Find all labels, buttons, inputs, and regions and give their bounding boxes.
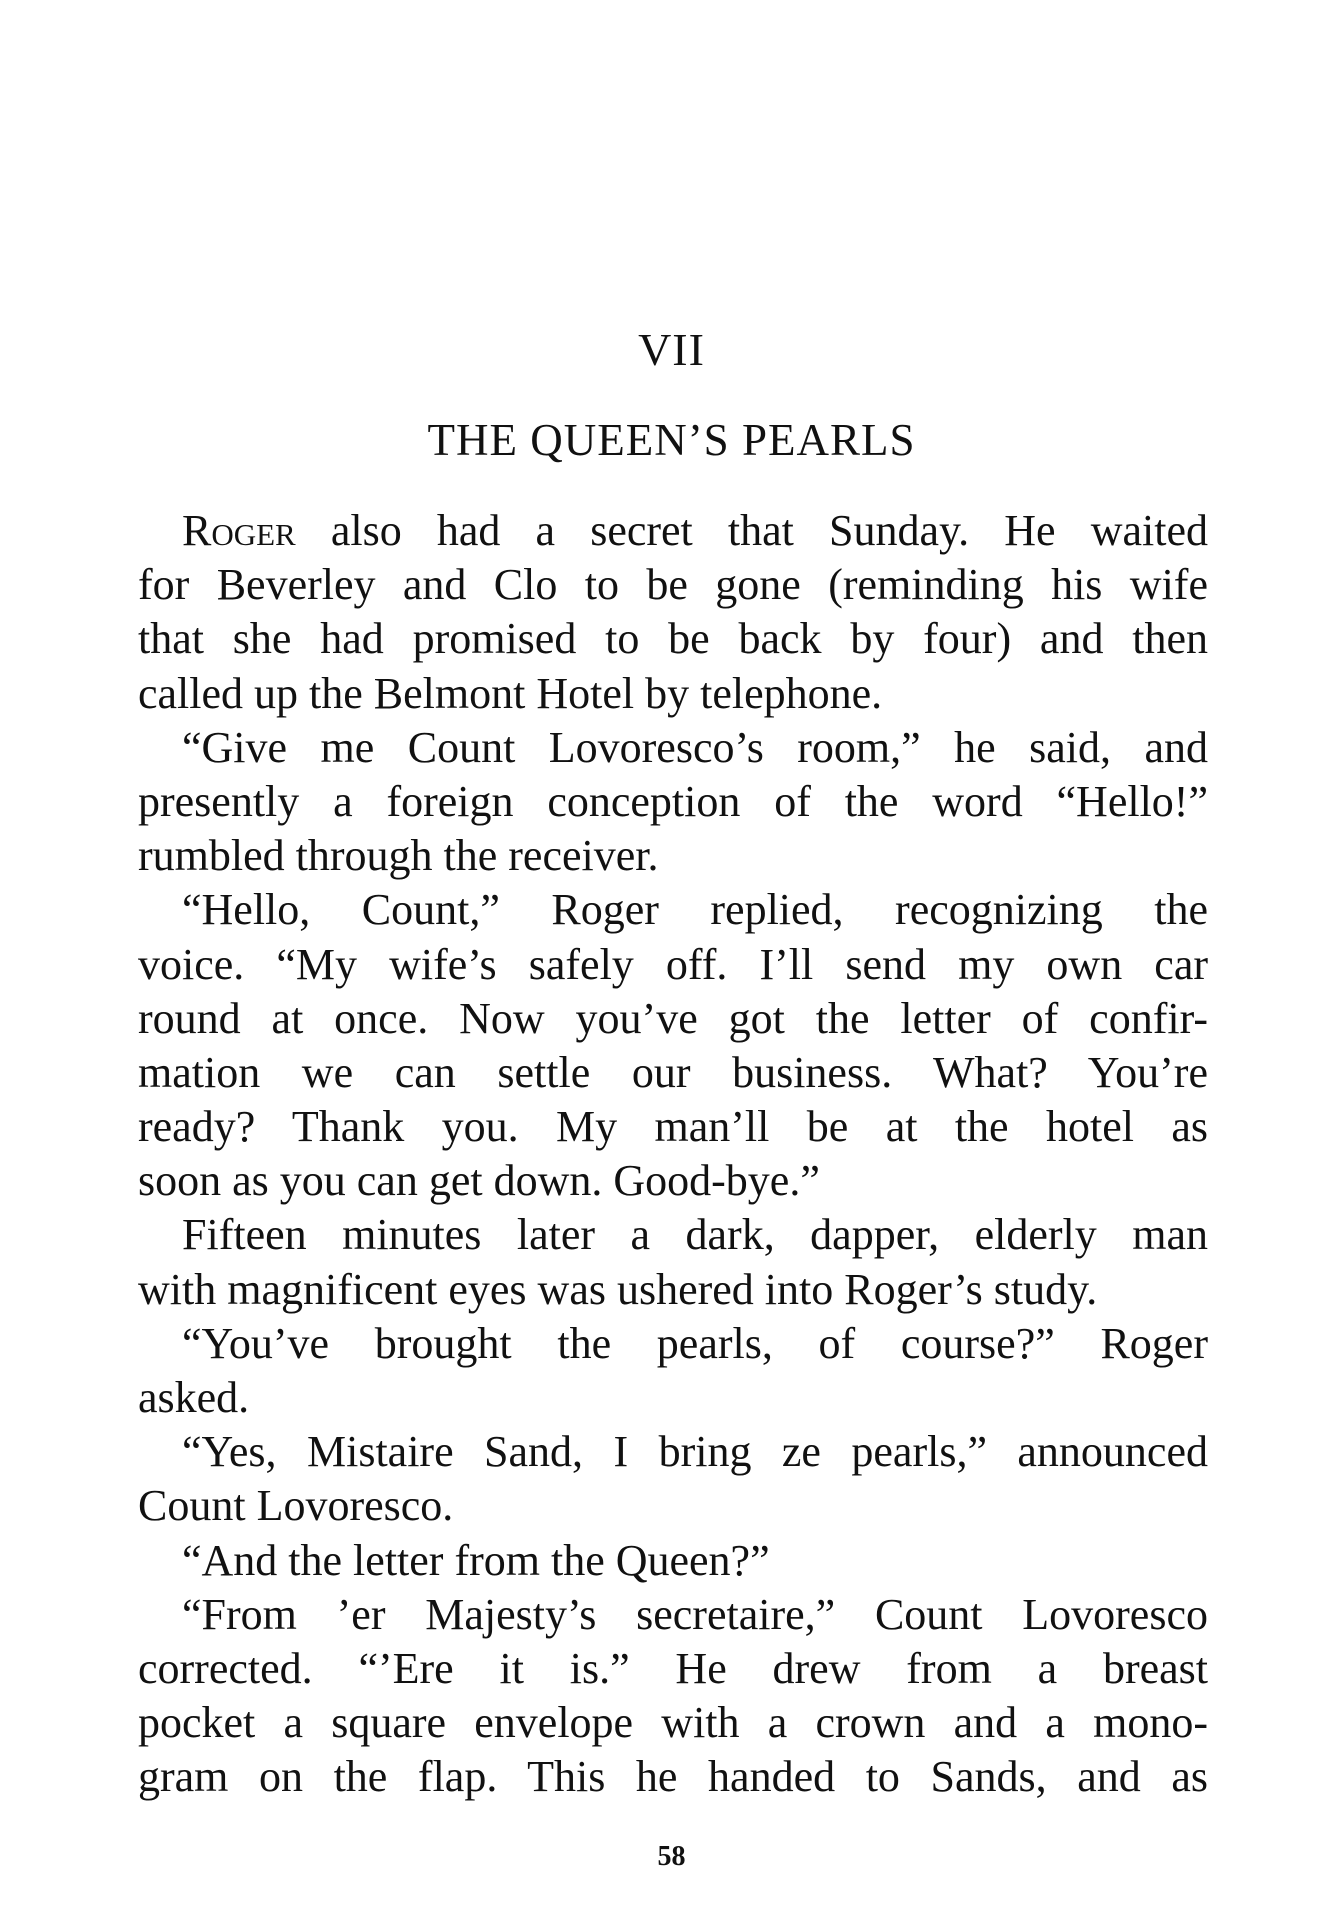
text-line: pocket a square envelope with a crown and a mono- bbox=[138, 1698, 1208, 1748]
text-line: “From ’er Majesty’s secretaire,” Count Lovoresco bbox=[182, 1589, 1208, 1639]
text-line: gram on the flap. This he handed to Sands, and as bbox=[138, 1752, 1208, 1802]
text-line bbox=[138, 504, 1208, 558]
text-line: voice. “My wife’s safely off. I’ll send my own car bbox=[138, 939, 1208, 989]
text-line: ready? Thank you. My man’ll be at the hotel as bbox=[138, 1102, 1208, 1152]
text-line: mation we can settle our business. What? You’re bbox=[138, 1047, 1208, 1097]
text-line: soon as you can get down. Good-bye.” bbox=[138, 1156, 820, 1206]
text-line: “You’ve brought the pearls, of course?” Roger bbox=[182, 1318, 1208, 1368]
page-number: 58 bbox=[657, 1841, 686, 1872]
small-caps-opening-word: Roger bbox=[182, 506, 296, 555]
text-line: called up the Belmont Hotel by telephone. bbox=[138, 668, 883, 718]
text-line: for Beverley and Clo to be gone (reminding his wife bbox=[138, 560, 1208, 610]
opening-line-rest: also had a secret that Sunday. He waited bbox=[295, 506, 1208, 555]
text-line: Count Lovoresco. bbox=[138, 1481, 454, 1531]
chapter-number: VII bbox=[638, 324, 705, 375]
text-line: “Hello, Count,” Roger replied, recognizing the bbox=[182, 885, 1208, 935]
text-line: presently a foreign conception of the word “Hello!” bbox=[138, 776, 1208, 826]
body-text bbox=[138, 504, 1208, 1805]
text-line: “Give me Count Lovoresco’s room,” he said, and bbox=[182, 722, 1208, 772]
text-line: corrected. “’Ere it is.” He drew from a breast bbox=[138, 1643, 1208, 1693]
text-line: with magnificent eyes was ushered into Roger’s study. bbox=[138, 1264, 1098, 1314]
text-line: “And the letter from the Queen?” bbox=[182, 1535, 770, 1585]
text-line: “Yes, Mistaire Sand, I bring ze pearls,” announced bbox=[182, 1427, 1208, 1477]
text-line: asked. bbox=[138, 1373, 250, 1422]
text-line: Fifteen minutes later a dark, dapper, elderly man bbox=[182, 1210, 1208, 1260]
text-line: round at once. Now you’ve got the letter of confir- bbox=[138, 993, 1208, 1043]
text-line: rumbled through the receiver. bbox=[138, 831, 659, 881]
text-line: that she had promised to be back by four) and then bbox=[138, 614, 1208, 664]
chapter-title: THE QUEEN’S PEARLS bbox=[427, 415, 916, 465]
